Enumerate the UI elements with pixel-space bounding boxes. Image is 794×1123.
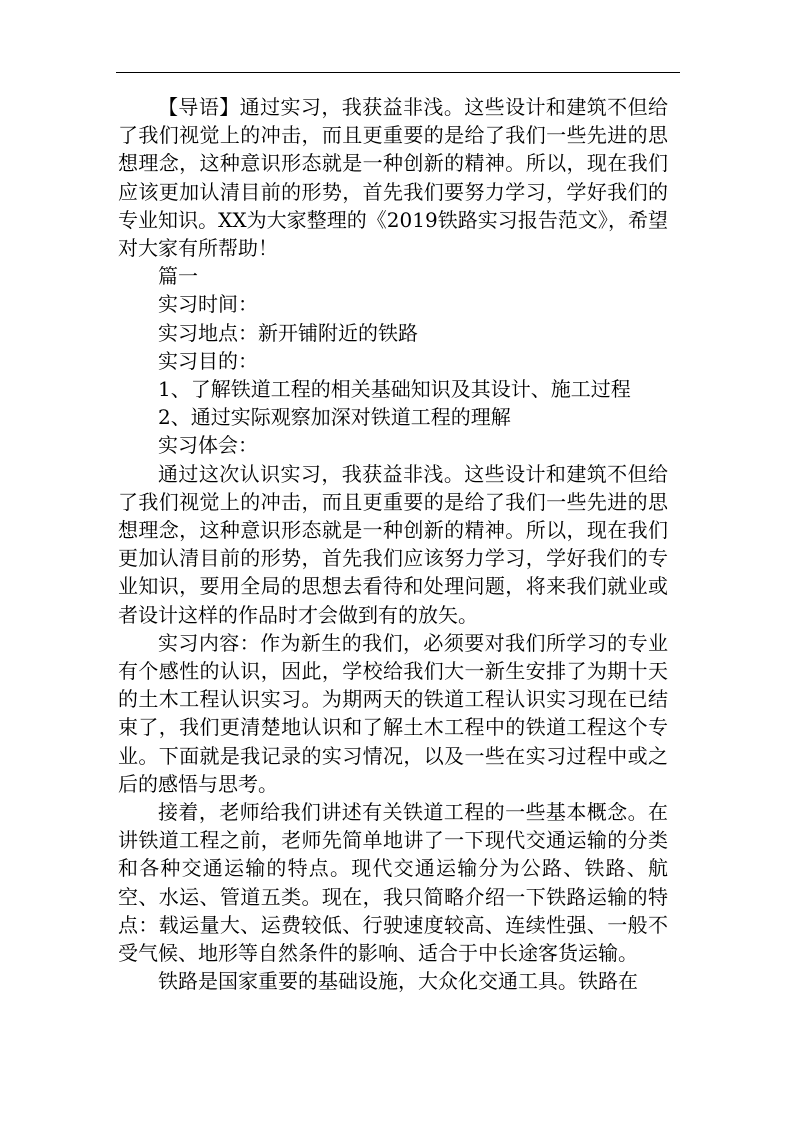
railway-infrastructure-paragraph: 铁路是国家重要的基础设施，大众化交通工具。铁路在 bbox=[158, 969, 638, 994]
purpose-item-2: 2、通过实际观察加深对铁道工程的理解 bbox=[158, 405, 511, 430]
experience-paragraph: 通过这次认识实习，我获益非浅。这些设计和建筑不但给了我们视觉上的冲击，而且更重要的是给了我们一些先进的思想理念，这种意识形态就是一种创新的精神。所以，现在我们更加认清目前的形势，首先我们应该努力学习，学好我们的专业知识，要用全局的思想去看待和处理问题，将来我们就业或者设计这样的作品时才会做到有的放矢。 bbox=[118, 461, 668, 627]
internship-location: 实习地点：新开铺附近的铁路 bbox=[158, 320, 418, 345]
purpose-item-1: 1、了解铁道工程的相关基础知识及其设计、施工过程 bbox=[158, 377, 631, 402]
intro-paragraph: 【导语】通过实习，我获益非浅。这些设计和建筑不但给了我们视觉上的冲击，而且更重要的是给了我们一些先进的思想理念，这种意识形态就是一种创新的精神。所以，现在我们应该更加认清目前的形势，首先我们要努力学习，学好我们的专业知识。XX为大家整理的《2019铁路实习报告范文》，希望对大家有所帮助！ bbox=[118, 95, 668, 261]
header-rule bbox=[116, 72, 680, 73]
railway-concepts-paragraph: 接着，老师给我们讲述有关铁道工程的一些基本概念。在讲铁道工程之前，老师先简单地讲了一下现代交通运输的分类和各种交通运输的特点。现代交通运输分为公路、铁路、航空、水运、管道五类。现在，我只简略介绍一下铁路运输的特点：载运量大、运费较低、行驶速度较高、连续性强、一般不受气候、地形等自然条件的影响、适合于中长途客货运输。 bbox=[118, 800, 668, 966]
internship-purpose-label: 实习目的： bbox=[158, 348, 258, 373]
document-body bbox=[118, 93, 668, 996]
internship-time: 实习时间： bbox=[158, 292, 258, 317]
section-heading: 篇一 bbox=[158, 264, 198, 289]
content-paragraph: 实习内容：作为新生的我们，必须要对我们所学习的专业有个感性的认识，因此，学校给我们大一新生安排了为期十天的土木工程认识实习。为期两天的铁道工程认识实习现在已结束了，我们更清楚地认识和了解土木工程中的铁道工程这个专业。下面就是我记录的实习情况，以及一些在实习过程中或之后的感悟与思考。 bbox=[118, 630, 668, 796]
experience-label: 实习体会： bbox=[158, 433, 258, 458]
